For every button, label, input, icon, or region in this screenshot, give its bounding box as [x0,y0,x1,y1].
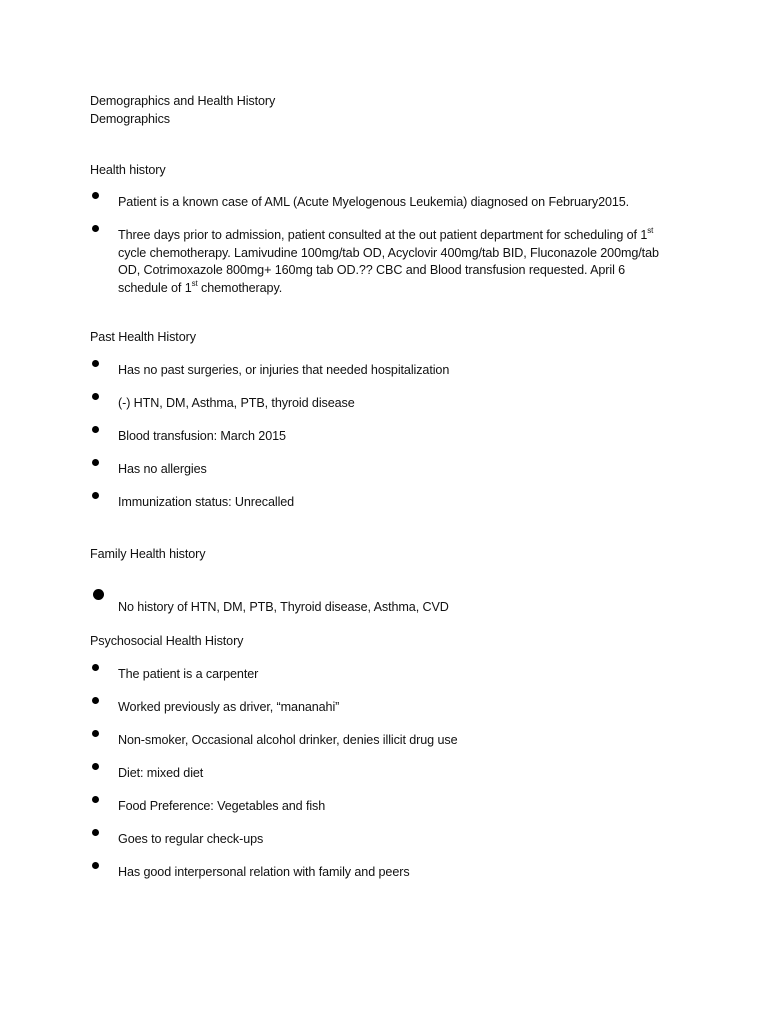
bullet-icon [92,426,99,433]
bullet-icon [92,492,99,499]
past-history-item: Has no past surgeries, or injuries that needed hospitalization [118,363,450,377]
text-span: Three days prior to admission, patient consulted at the out patient department for scheduling of 1 [118,228,648,242]
heading-past-health-history: Past Health History [90,330,196,344]
psychosocial-item: Has good interpersonal relation with family and peers [118,865,410,879]
text-span: chemotherapy. [197,281,283,295]
bullet-icon [92,730,99,737]
health-history-item-line: cycle chemotherapy. Lamivudine 100mg/tab OD, Acyclovir 400mg/tab BID, Fluconazole 200mg/tab [118,246,659,260]
bullet-icon [92,225,99,232]
heading-health-history: Health history [90,163,166,177]
health-history-item-line [118,279,282,297]
bullet-icon [92,796,99,803]
past-history-item: (-) HTN, DM, Asthma, PTB, thyroid disease [118,396,355,410]
bullet-icon [92,192,99,199]
bullet-icon [93,589,104,600]
bullet-icon [92,459,99,466]
psychosocial-item: Worked previously as driver, “mananahi” [118,700,340,714]
document-title: Demographics and Health History [90,94,276,108]
bullet-icon [92,360,99,367]
heading-psychosocial-health-history: Psychosocial Health History [90,634,244,648]
bullet-icon [92,763,99,770]
psychosocial-item: Food Preference: Vegetables and fish [118,799,326,813]
text-span: schedule of 1 [118,281,192,295]
psychosocial-item: Diet: mixed diet [118,766,204,780]
health-history-item-line: OD, Cotrimoxazole 800mg+ 160mg tab OD.?? CBC and Blood transfusion requested. April 6 [118,263,626,277]
past-history-item: Has no allergies [118,462,207,476]
bullet-icon [92,393,99,400]
section-title-demographics: Demographics [90,112,170,126]
health-history-item-line [118,226,653,244]
bullet-icon [92,697,99,704]
bullet-icon [92,829,99,836]
psychosocial-item: Non-smoker, Occasional alcohol drinker, denies illicit drug use [118,733,458,747]
superscript: st [647,225,654,235]
past-history-item: Immunization status: Unrecalled [118,495,295,509]
past-history-item: Blood transfusion: March 2015 [118,429,286,443]
psychosocial-item: Goes to regular check-ups [118,832,264,846]
psychosocial-item: The patient is a carpenter [118,667,259,681]
superscript: st [191,278,198,288]
heading-family-health-history: Family Health history [90,547,206,561]
health-history-item: Patient is a known case of AML (Acute Myelogenous Leukemia) diagnosed on February2015. [118,195,630,209]
family-history-item: No history of HTN, DM, PTB, Thyroid disease, Asthma, CVD [118,600,449,614]
bullet-icon [92,664,99,671]
bullet-icon [92,862,99,869]
